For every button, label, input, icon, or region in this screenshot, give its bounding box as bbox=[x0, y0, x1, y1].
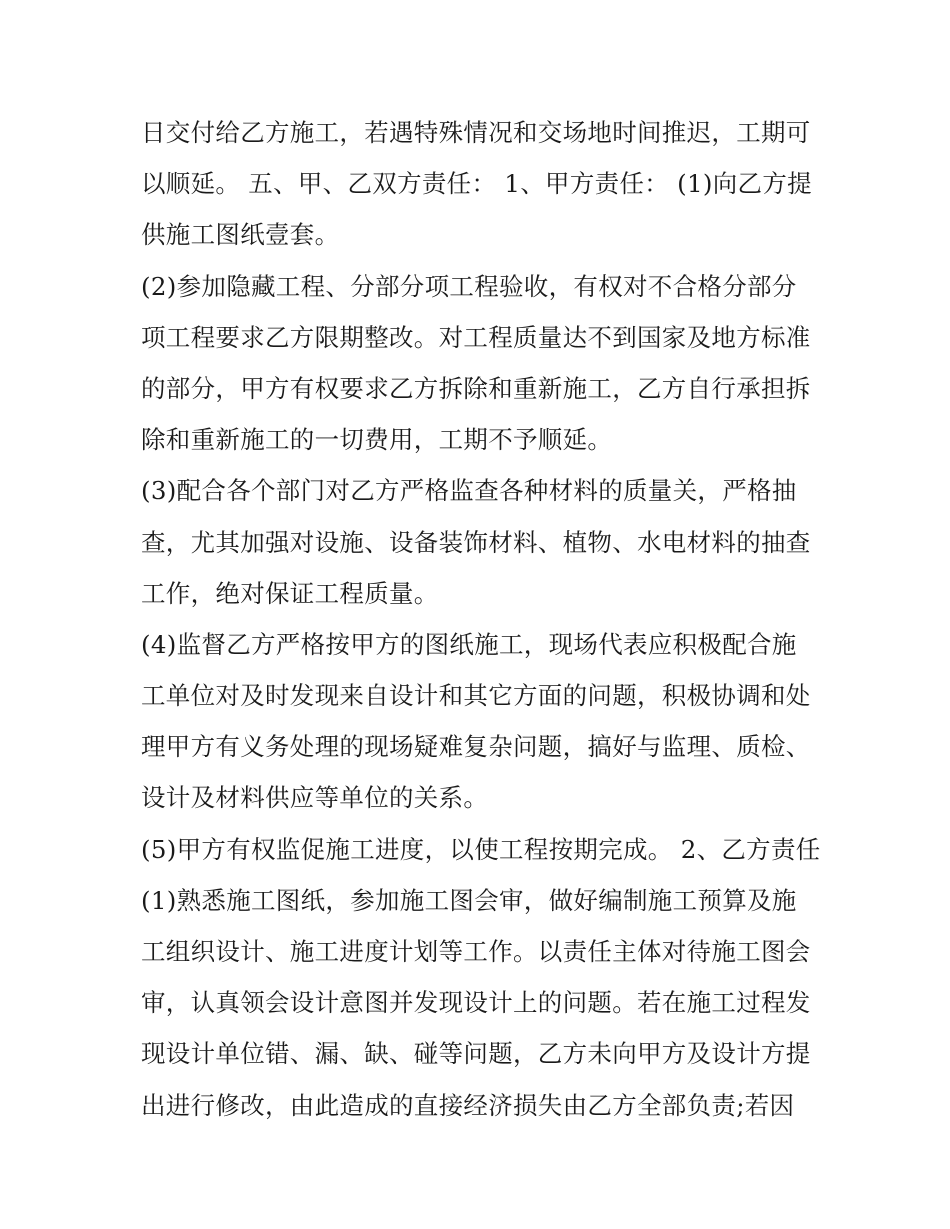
text-line: (4)监督乙方严格按甲方的图纸施工，现场代表应积极配合施 bbox=[141, 629, 797, 659]
text-line: 工单位对及时发现来自设计和其它方面的问题，积极协调和处 bbox=[141, 681, 811, 711]
text-line: 工组织设计、施工进度计划等工作。以责任主体对待施工图会 bbox=[141, 937, 811, 966]
text-line: 供施工图纸壹套。 bbox=[141, 220, 340, 250]
contract-text-body bbox=[141, 107, 831, 1131]
text-line: (1)熟悉施工图纸，参加施工图会审，做好编制施工预算及施 bbox=[141, 885, 797, 915]
text-line: 工作，绝对保证工程质量。 bbox=[141, 578, 439, 608]
text-line: 的部分，甲方有权要求乙方拆除和重新施工，乙方自行承担拆 bbox=[141, 373, 811, 403]
text-line: 现设计单位错、漏、缺、碰等问题，乙方未向甲方及设计方提 bbox=[141, 1039, 811, 1069]
text-line: (5)甲方有权监促施工进度，以使工程按期完成。 2、乙方责任 bbox=[141, 834, 821, 864]
text-line: 出进行修改，由此造成的直接经济损失由乙方全部负责;若因 bbox=[141, 1090, 795, 1120]
text-line: 日交付给乙方施工，若遇特殊情况和交场地时间推迟，工期可 bbox=[141, 118, 811, 147]
text-line: 审，认真领会设计意图并发现设计上的问题。若在施工过程发 bbox=[141, 988, 811, 1018]
text-line: (3)配合各个部门对乙方严格监查各种材料的质量关，严格抽 bbox=[141, 476, 797, 506]
text-line: (2)参加隐藏工程、分部分项工程验收，有权对不合格分部分 bbox=[141, 271, 797, 301]
text-line: 设计及材料供应等单位的关系。 bbox=[141, 783, 489, 813]
text-line: 查，尤其加强对设施、设备装饰材料、植物、水电材料的抽查 bbox=[141, 527, 811, 557]
text-line: 除和重新施工的一切费用，工期不予顺延。 bbox=[141, 425, 613, 455]
text-line: 理甲方有义务处理的现场疑难复杂问题，搞好与监理、质检、 bbox=[141, 732, 811, 762]
text-line: 项工程要求乙方限期整改。对工程质量达不到国家及地方标准 bbox=[141, 322, 811, 352]
text-line: 以顺延。 五、甲、乙双方责任： 1、甲方责任： (1)向乙方提 bbox=[141, 169, 812, 199]
